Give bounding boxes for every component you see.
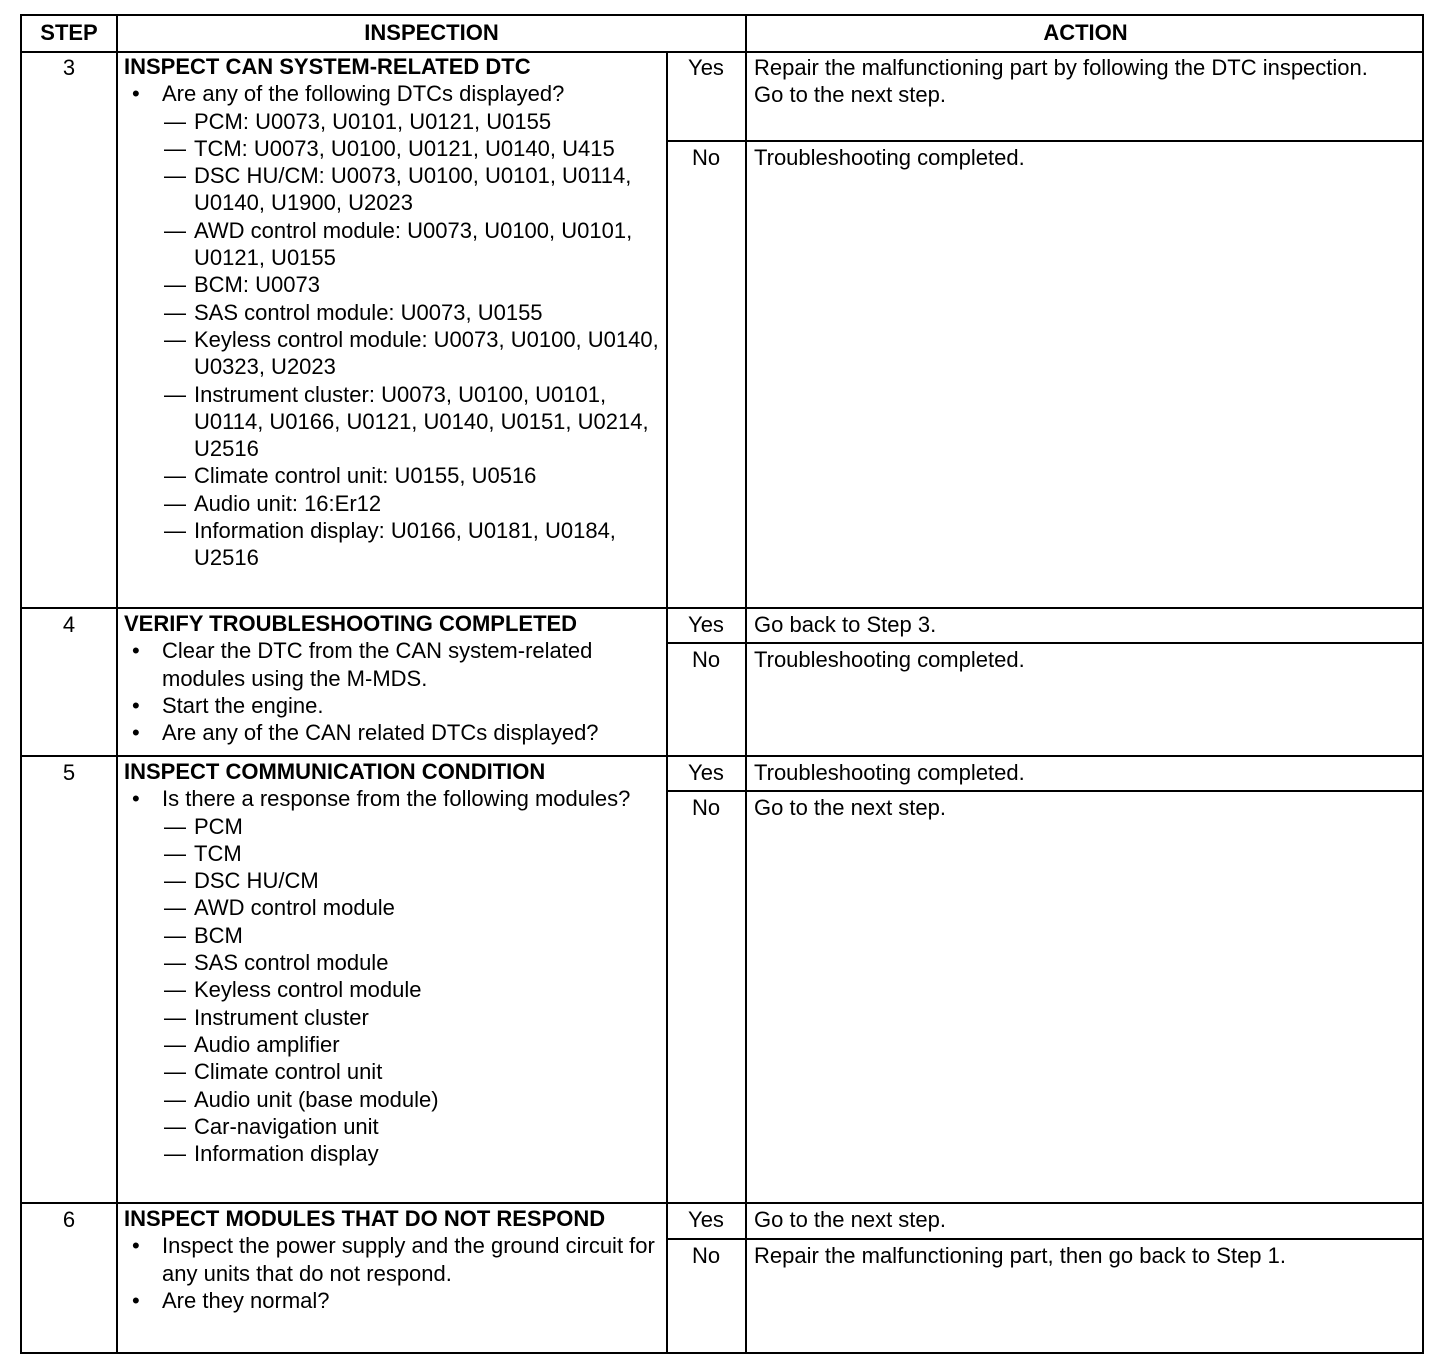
- step-number: 5: [62, 760, 76, 785]
- inspection-title: INSPECT COMMUNICATION CONDITION: [124, 759, 546, 784]
- inspection-title: INSPECT CAN SYSTEM-RELATED DTC: [124, 54, 531, 79]
- inspection-subitem: — Information display: U0166, U0181, U0184, U2516: [124, 517, 664, 572]
- inspection-subitem: — BCM: U0073: [124, 271, 664, 298]
- no-label: No: [691, 647, 721, 672]
- no-action: Troubleshooting completed.: [754, 647, 1025, 672]
- header-action: ACTION: [1043, 20, 1128, 45]
- inspection-subitem: — Keyless control module: U0073, U0100, U0140, U0323, U2023: [124, 326, 664, 381]
- step5-yesno-rule: [666, 790, 1422, 792]
- inspection-subitem: — BCM: [124, 922, 664, 949]
- yes-label: Yes: [688, 612, 724, 637]
- yes-label: Yes: [688, 55, 724, 80]
- inspection-bullet: • Clear the DTC from the CAN system-related modules using the M-MDS.: [124, 637, 664, 692]
- no-action: Go to the next step.: [754, 795, 947, 820]
- inspection-subitem: — Audio unit (base module): [124, 1086, 664, 1113]
- inspection-cell: [124, 758, 664, 1167]
- inspection-subitem: — Audio amplifier: [124, 1031, 664, 1058]
- inspection-subitem: — DSC HU/CM: U0073, U0100, U0101, U0114, U0140, U1900, U2023: [124, 162, 664, 217]
- inspection-cell: [124, 610, 664, 746]
- inspection-subitem: — SAS control module: [124, 949, 664, 976]
- inspection-subitem: — SAS control module: U0073, U0155: [124, 299, 664, 326]
- inspection-subitem: — PCM: U0073, U0101, U0121, U0155: [124, 108, 664, 135]
- yes-label: Yes: [688, 1207, 724, 1232]
- inspection-subitem: — AWD control module: U0073, U0100, U0101, U0121, U0155: [124, 217, 664, 272]
- no-label: No: [691, 145, 721, 170]
- inspection-subitem: — Keyless control module: [124, 976, 664, 1003]
- inspection-title: VERIFY TROUBLESHOOTING COMPLETED: [124, 611, 578, 636]
- inspection-subitem: — TCM: U0073, U0100, U0121, U0140, U415: [124, 135, 664, 162]
- inspection-subitem: — Audio unit: 16:Er12: [124, 490, 664, 517]
- inspection-subitem: — TCM: [124, 840, 664, 867]
- inspection-bullet: • Are any of the following DTCs displayed?: [124, 80, 664, 107]
- yes-action: Troubleshooting completed.: [754, 760, 1025, 785]
- inspection-subitem: — Instrument cluster: [124, 1004, 664, 1031]
- troubleshooting-table: [20, 14, 1424, 1354]
- step3-bottom-rule: [22, 607, 1422, 609]
- inspection-cell: [124, 1205, 664, 1314]
- divider-step: [116, 16, 118, 1352]
- inspection-subitem: — Climate control unit: U0155, U0516: [124, 462, 664, 489]
- step-number: 6: [62, 1207, 76, 1232]
- inspection-subitem: — DSC HU/CM: [124, 867, 664, 894]
- step-number: 3: [62, 55, 76, 80]
- inspection-bullet: • Are any of the CAN related DTCs displayed?: [124, 719, 664, 746]
- inspection-subitem: — AWD control module: [124, 894, 664, 921]
- inspection-subitem: — Information display: [124, 1140, 664, 1167]
- step-number: 4: [62, 612, 76, 637]
- inspection-subitem: — Car-navigation unit: [124, 1113, 664, 1140]
- step4-bottom-rule: [22, 755, 1422, 757]
- inspection-subitem: — Climate control unit: [124, 1058, 664, 1085]
- yes-action: Go back to Step 3.: [754, 612, 937, 637]
- inspection-title: INSPECT MODULES THAT DO NOT RESPOND: [124, 1206, 606, 1231]
- no-action: Repair the malfunctioning part, then go back to Step 1.: [754, 1243, 1286, 1268]
- no-action: Troubleshooting completed.: [754, 145, 1025, 170]
- step5-bottom-rule: [22, 1202, 1422, 1204]
- no-label: No: [691, 1243, 721, 1268]
- step4-yesno-rule: [666, 642, 1422, 644]
- step6-yesno-rule: [666, 1238, 1422, 1240]
- yes-action: Repair the malfunctioning part by following the DTC inspection. Go to the next step.: [754, 55, 1368, 107]
- inspection-bullet: • Start the engine.: [124, 692, 664, 719]
- divider-yesno: [666, 52, 668, 1352]
- yes-label: Yes: [688, 760, 724, 785]
- header-inspection: INSPECTION: [364, 20, 499, 45]
- divider-action: [745, 16, 747, 1352]
- inspection-bullet: • Is there a response from the following modules?: [124, 785, 664, 812]
- no-label: No: [691, 795, 721, 820]
- yes-action: Go to the next step.: [754, 1207, 947, 1232]
- inspection-bullet: • Inspect the power supply and the ground circuit for any units that do not respond.: [124, 1232, 664, 1287]
- inspection-cell: [124, 53, 664, 572]
- inspection-subitem: — Instrument cluster: U0073, U0100, U0101, U0114, U0166, U0121, U0140, U0151, U0214, U2516: [124, 381, 664, 463]
- header-step: STEP: [40, 20, 98, 45]
- step3-yesno-rule: [666, 140, 1422, 142]
- inspection-bullet: • Are they normal?: [124, 1287, 664, 1314]
- inspection-subitem: — PCM: [124, 813, 664, 840]
